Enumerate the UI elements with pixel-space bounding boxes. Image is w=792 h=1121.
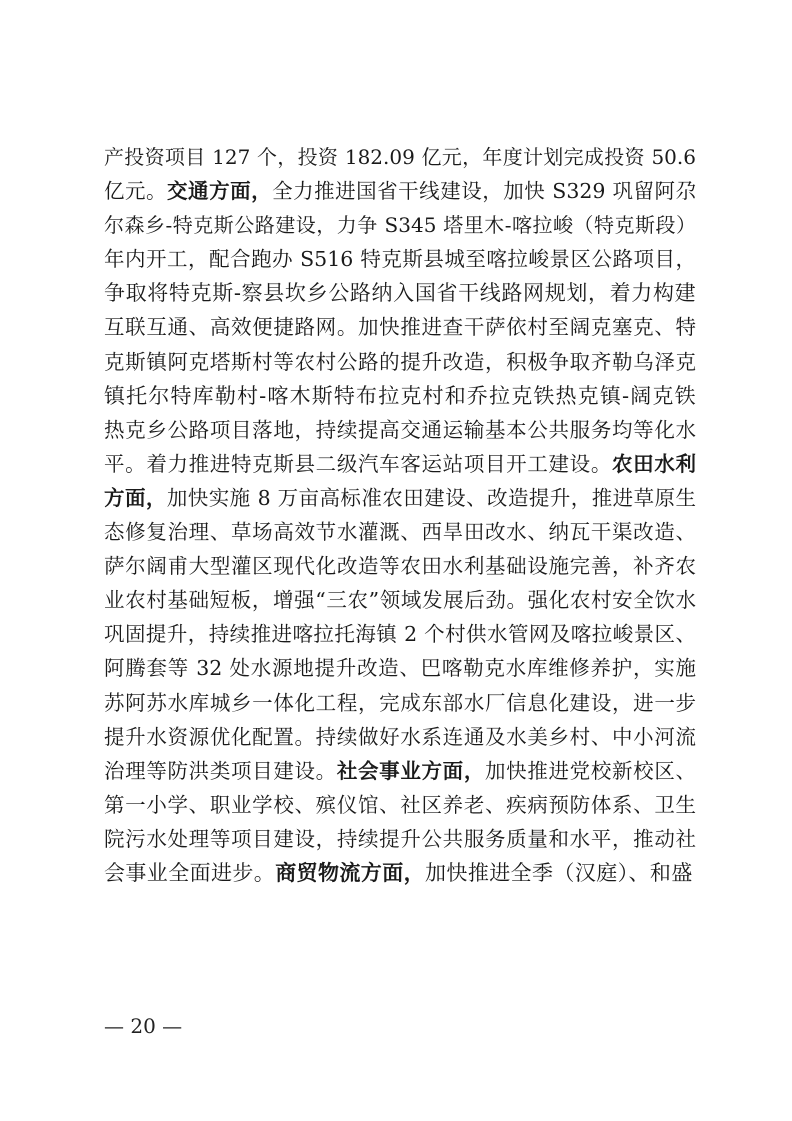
- text-line: [104, 208, 696, 242]
- text-run: 阿腾套等 32 处水源地提升改造、巴喀勒克水库维修养护，实施: [104, 656, 696, 681]
- text-line: [104, 276, 696, 310]
- text-line: [104, 822, 696, 856]
- text-run: 苏阿苏水库城乡一体化工程，完成东部水厂信息化建设，进一步: [104, 690, 696, 715]
- text-line: [104, 379, 696, 413]
- text-run: 萨尔阔甫大型灌区现代化改造等农田水利基础设施完善，补齐农: [104, 554, 696, 579]
- bold-heading: 农田水利: [612, 451, 696, 476]
- text-line: [104, 481, 696, 515]
- bold-heading: 方面，: [104, 485, 167, 510]
- text-line: [104, 549, 696, 583]
- text-line: [104, 174, 696, 208]
- text-run: 争取将特克斯-察县坎乡公路纳入国省干线路网规划，着力构建: [104, 281, 696, 306]
- text-run: 全力推进国省干线建设，加快 S329 巩留阿尕: [272, 179, 697, 204]
- text-run: 巩固提升，持续推进喀拉托海镇 2 个村供水管网及喀拉峻景区、: [104, 622, 696, 647]
- text-run: 治理等防洪类项目建设。: [104, 758, 337, 783]
- text-line: [104, 617, 696, 651]
- text-run: 产投资项目 127 个，投资 182.09 亿元，年度计划完成投资 50.6: [104, 145, 696, 169]
- text-line: [104, 413, 696, 447]
- text-run: 加快推进全季（汉庭）、和盛: [425, 860, 693, 885]
- text-run: 平。着力推进特克斯县二级汽车客运站项目开工建设。: [104, 451, 612, 476]
- text-run: 加快实施 8 万亩高标准农田建设、改造提升，推进草原生: [166, 485, 697, 510]
- text-line: [104, 788, 696, 822]
- text-run: 院污水处理等项目建设，持续提升公共服务质量和水平，推动社: [104, 826, 696, 851]
- text-line: [104, 583, 696, 617]
- page-number: — 20 —: [104, 1014, 183, 1038]
- text-line: [104, 754, 696, 788]
- text-run: 加快推进党校新校区、: [485, 758, 697, 783]
- text-line: [104, 310, 696, 344]
- text-line: [104, 856, 696, 890]
- text-line: [104, 140, 696, 174]
- bold-heading: 社会事业方面，: [336, 758, 486, 783]
- text-run: 互联互通、高效便捷路网。加快推进查干萨依村至阔克塞克、特: [104, 315, 696, 340]
- text-run: 克斯镇阿克塔斯村等农村公路的提升改造，积极争取齐勒乌泽克: [104, 349, 696, 374]
- text-line: [104, 515, 696, 549]
- text-run: 业农村基础短板，增强“三农”领域发展后劲。强化农村安全饮水: [104, 588, 696, 613]
- text-line: [104, 720, 696, 754]
- text-line: [104, 651, 696, 685]
- text-run: 亿元。: [104, 179, 168, 204]
- body-text: [104, 140, 696, 890]
- text-line: [104, 447, 696, 481]
- bold-heading: 商贸物流方面，: [275, 859, 426, 885]
- text-run: 镇托尔特库勒村-喀木斯特布拉克村和乔拉克铁热克镇-阔克铁: [104, 383, 696, 408]
- text-run: 尔森乡-特克斯公路建设，力争 S345 塔里木-喀拉峻（特克斯段）: [104, 213, 696, 238]
- text-line: [104, 686, 696, 720]
- text-line: [104, 345, 696, 379]
- text-line: [104, 242, 696, 276]
- bold-heading: 交通方面，: [167, 179, 273, 204]
- text-run: 年内开工，配合跑办 S516 特克斯县城至喀拉峻景区公路项目，: [104, 247, 696, 272]
- text-run: 会事业全面进步。: [104, 860, 276, 885]
- text-run: 态修复治理、草场高效节水灌溉、西旱田改水、纳瓦干渠改造、: [104, 520, 696, 545]
- text-run: 第一小学、职业学校、殡仪馆、社区养老、疾病预防体系、卫生: [104, 792, 696, 817]
- text-run: 热克乡公路项目落地，持续提高交通运输基本公共服务均等化水: [104, 417, 696, 442]
- text-run: 提升水资源优化配置。持续做好水系连通及水美乡村、中小河流: [104, 724, 696, 749]
